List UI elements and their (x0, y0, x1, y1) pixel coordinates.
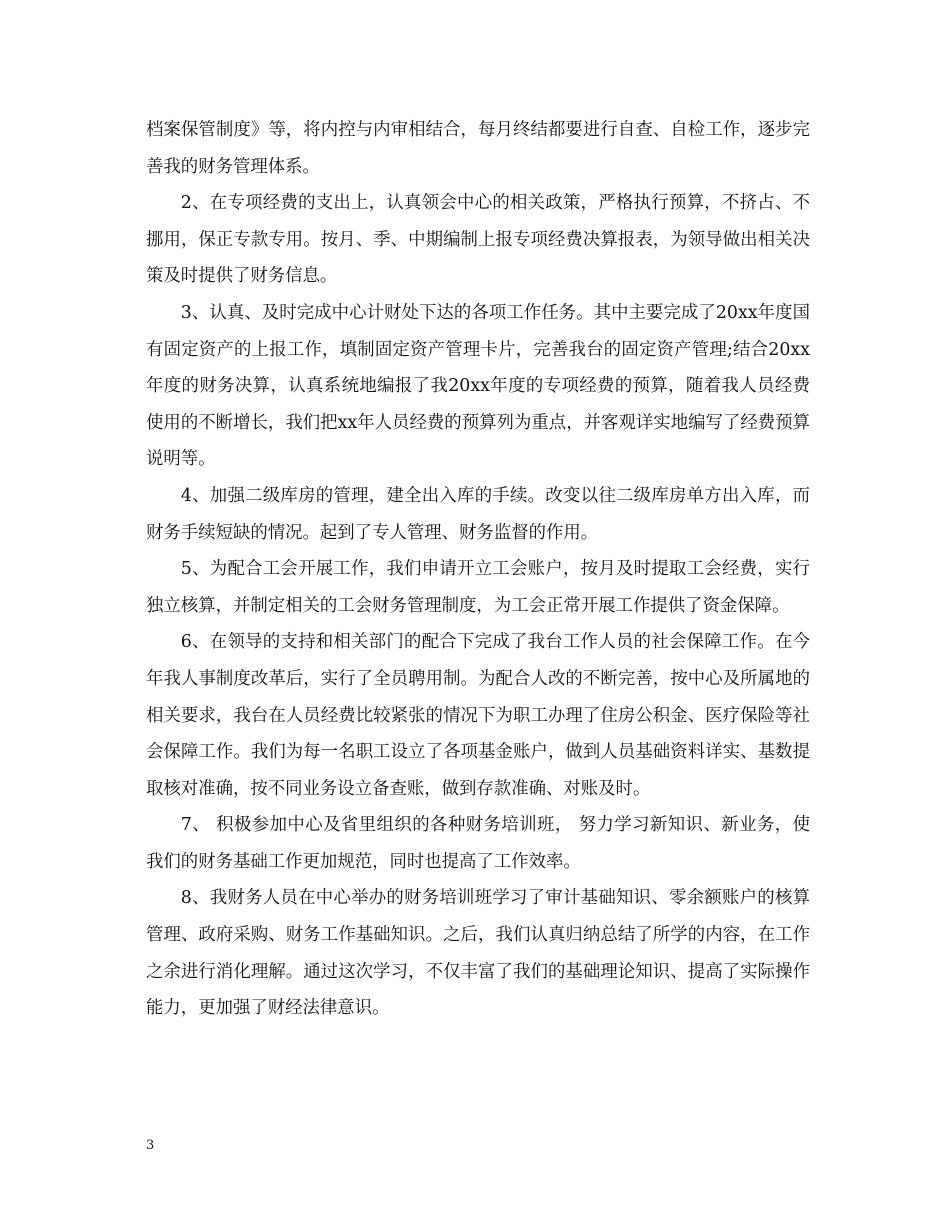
document-body (146, 112, 810, 1027)
page-number: 3 (146, 1138, 155, 1153)
paragraph-4: 4、加强二级库房的管理，建全出入库的手续。改变以往二级库房单方出入库，而财务手续短缺的情况。起到了专人管理、财务监督的作用。 (146, 485, 810, 543)
paragraph-6: 6、在领导的支持和相关部门的配合下完成了我台工作人员的社会保障工作。在今年我人事制度改革后，实行了全员聘用制。为配合人改的不断完善，按中心及所属地的相关要求，我台在人员经费比较紧张的情况下为职工办理了住房公积金、医疗保险等社会保障工作。我们为每一名职工设立了各项基金账户，做到人员基础资料详实、基数提取核对准确，按不同业务设立备查账，做到存款准确、对账及时。 (146, 632, 810, 799)
paragraph-8: 8、我财务人员在中心举办的财务培训班学习了审计基础知识、零余额账户的核算管理、政府采购、财务工作基础知识。之后，我们认真归纳总结了所学的内容，在工作之余进行消化理解。通过这次学习，不仅丰富了我们的基础理论知识、提高了实际操作能力，更加强了财经法律意识。 (146, 888, 810, 1019)
paragraph-2: 2、在专项经费的支出上，认真领会中心的相关政策，严格执行预算，不挤占、不挪用，保正专款专用。按月、季、中期编制上报专项经费决算报表，为领导做出相关决策及时提供了财务信息。 (146, 193, 810, 287)
paragraph-7: 7、 积极参加中心及省里组织的各种财务培训班， 努力学习新知识、新业务，使我们的财务基础工作更加规范，同时也提高了工作效率。 (146, 815, 810, 872)
paragraph-3: 3、认真、及时完成中心计财处下达的各项工作任务。其中主要完成了20xx年度国有固定资产的上报工作，填制固定资产管理卡片，完善我台的固定资产管理;结合20xx年度的财务决算，认真系统地编报了我20xx年度的专项经费的预算，随着我人员经费使用的不断增长，我们把xx年人员经费的预算列为重点，并客观详实地编写了经费预算说明等。 (146, 302, 810, 470)
paragraph-5: 5、为配合工会开展工作，我们申请开立工会账户，按月及时提取工会经费，实行独立核算，并制定相关的工会财务管理制度，为工会正常开展工作提供了资金保障。 (146, 559, 810, 616)
paragraph-1: 档案保管制度》等，将内控与内审相结合，每月终结都要进行自查、自检工作，逐步完善我的财务管理体系。 (146, 120, 810, 177)
